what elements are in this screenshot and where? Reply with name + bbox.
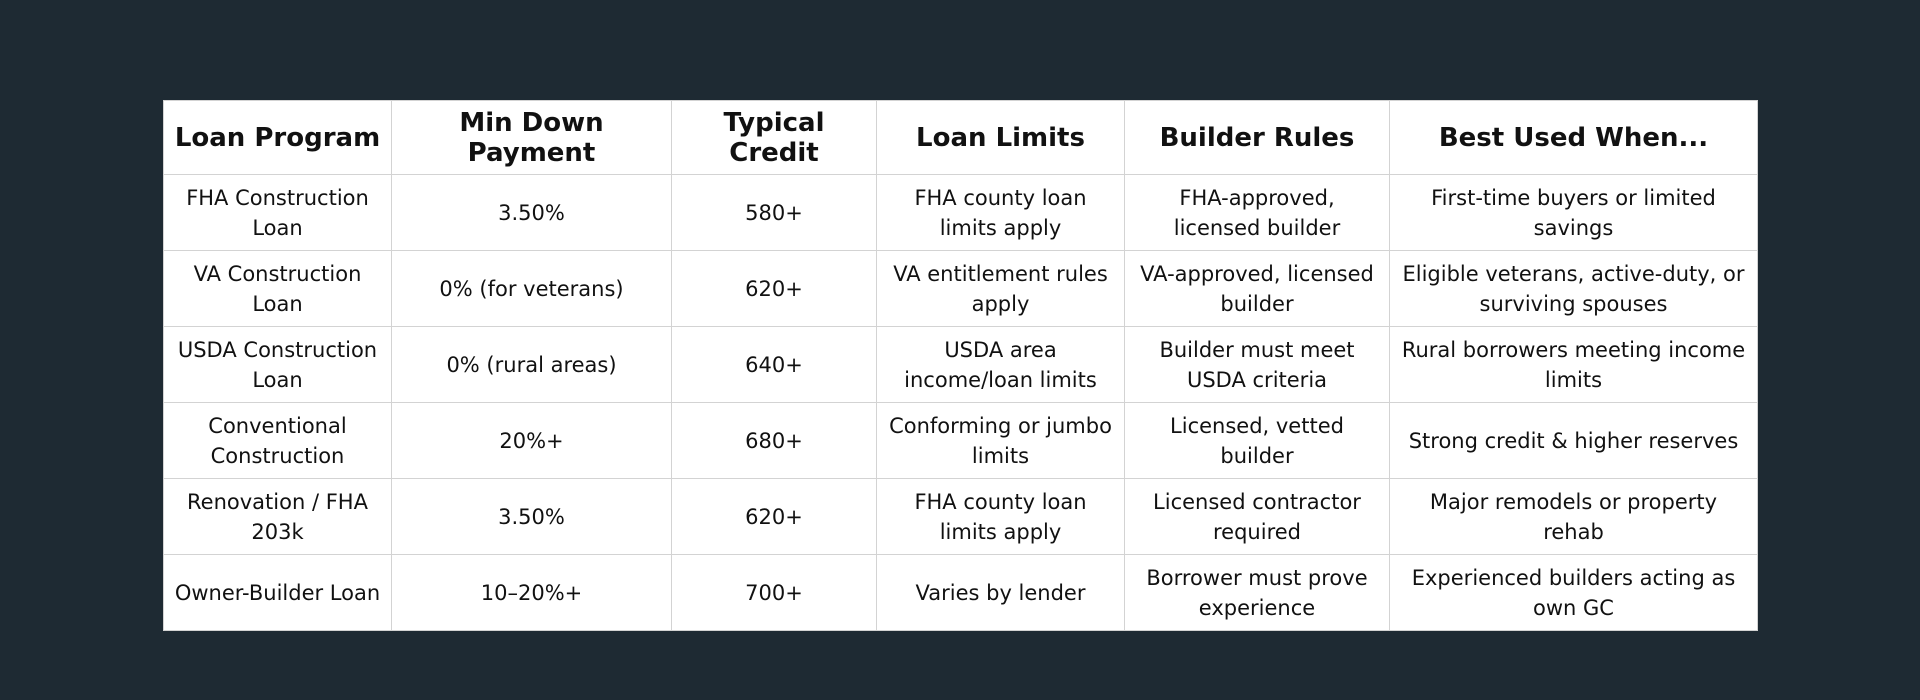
cell-loan-limits: Varies by lender (877, 555, 1125, 631)
cell-best-used-when: Rural borrowers meeting income limits (1390, 327, 1758, 403)
cell-typical-credit: 620+ (672, 251, 877, 327)
cell-loan-limits: FHA county loan limits apply (877, 479, 1125, 555)
table-row (164, 175, 1758, 251)
table-row (164, 251, 1758, 327)
header-min-down-payment: Min Down Payment (392, 101, 672, 175)
table-row (164, 403, 1758, 479)
cell-min-down-payment: 3.50% (392, 479, 672, 555)
table-body (164, 175, 1758, 631)
table-row (164, 327, 1758, 403)
cell-loan-limits: USDA area income/loan limits (877, 327, 1125, 403)
cell-typical-credit: 680+ (672, 403, 877, 479)
cell-best-used-when: Strong credit & higher reserves (1390, 403, 1758, 479)
cell-loan-program: Owner-Builder Loan (164, 555, 392, 631)
cell-loan-limits: VA entitlement rules apply (877, 251, 1125, 327)
cell-builder-rules: Builder must meet USDA criteria (1125, 327, 1390, 403)
cell-builder-rules: Borrower must prove experience (1125, 555, 1390, 631)
header-loan-program: Loan Program (164, 101, 392, 175)
cell-best-used-when: Experienced builders acting as own GC (1390, 555, 1758, 631)
cell-typical-credit: 640+ (672, 327, 877, 403)
cell-typical-credit: 620+ (672, 479, 877, 555)
cell-loan-limits: FHA county loan limits apply (877, 175, 1125, 251)
header-best-used-when: Best Used When... (1390, 101, 1758, 175)
loan-comparison-table-container (163, 100, 1757, 631)
cell-min-down-payment: 3.50% (392, 175, 672, 251)
cell-builder-rules: Licensed contractor required (1125, 479, 1390, 555)
cell-builder-rules: FHA-approved, licensed builder (1125, 175, 1390, 251)
header-loan-limits: Loan Limits (877, 101, 1125, 175)
cell-best-used-when: Eligible veterans, active-duty, or surviving spouses (1390, 251, 1758, 327)
cell-builder-rules: Licensed, vetted builder (1125, 403, 1390, 479)
cell-min-down-payment: 10–20%+ (392, 555, 672, 631)
cell-best-used-when: First-time buyers or limited savings (1390, 175, 1758, 251)
cell-typical-credit: 580+ (672, 175, 877, 251)
cell-loan-program: FHA Construction Loan (164, 175, 392, 251)
loan-comparison-table (163, 100, 1758, 631)
cell-min-down-payment: 0% (for veterans) (392, 251, 672, 327)
cell-loan-program: Conventional Construction (164, 403, 392, 479)
table-row (164, 555, 1758, 631)
cell-min-down-payment: 20%+ (392, 403, 672, 479)
cell-best-used-when: Major remodels or property rehab (1390, 479, 1758, 555)
header-row (164, 101, 1758, 175)
cell-loan-program: USDA Construction Loan (164, 327, 392, 403)
header-builder-rules: Builder Rules (1125, 101, 1390, 175)
header-typical-credit: Typical Credit (672, 101, 877, 175)
cell-builder-rules: VA-approved, licensed builder (1125, 251, 1390, 327)
cell-loan-program: VA Construction Loan (164, 251, 392, 327)
cell-min-down-payment: 0% (rural areas) (392, 327, 672, 403)
table-row (164, 479, 1758, 555)
cell-loan-program: Renovation / FHA 203k (164, 479, 392, 555)
table-header (164, 101, 1758, 175)
cell-loan-limits: Conforming or jumbo limits (877, 403, 1125, 479)
cell-typical-credit: 700+ (672, 555, 877, 631)
